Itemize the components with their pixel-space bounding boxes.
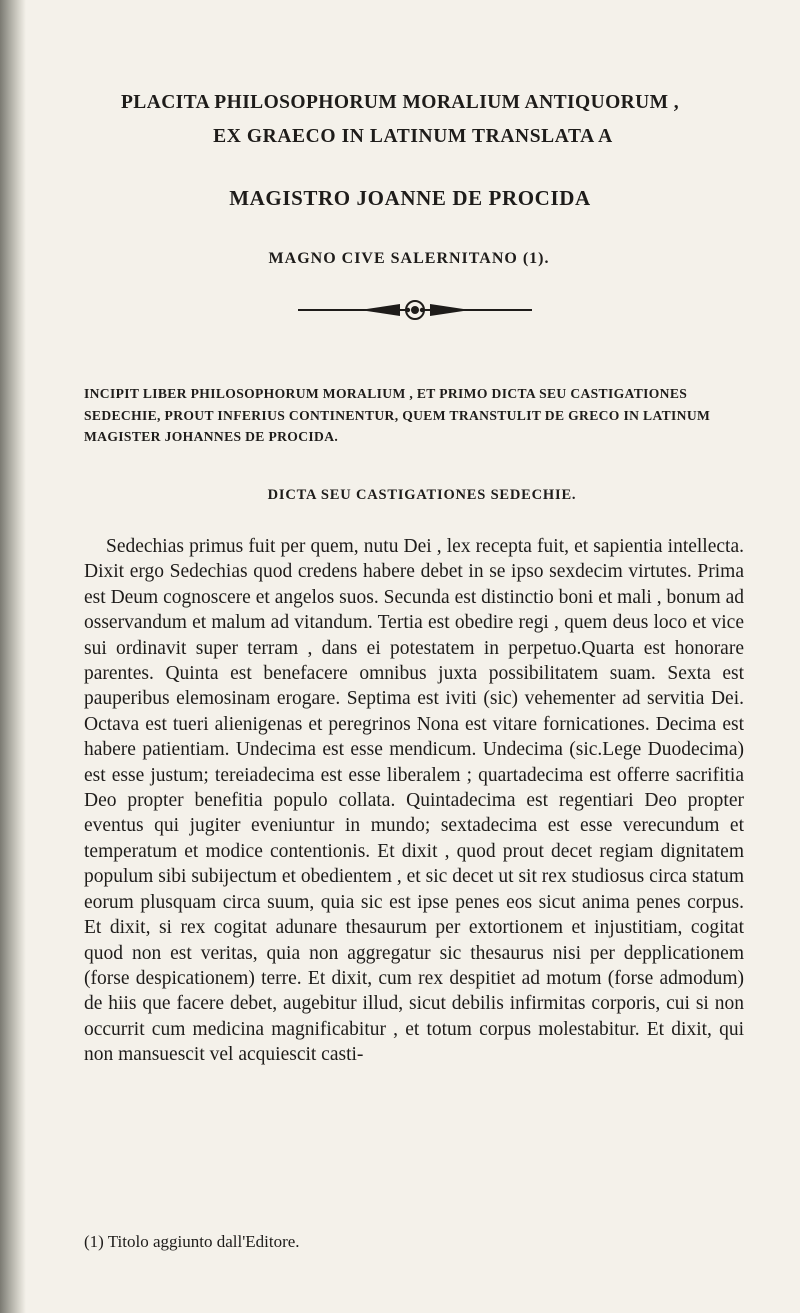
- main-title-line-4: MAGNO CIVE SALERNITANO (1).: [268, 250, 550, 267]
- footnote: (1) Titolo aggiunto dall'Editore.: [84, 1232, 300, 1251]
- incipit-heading: INCIPIT LIBER PHILOSOPHORUM MORALIUM , ET PRIMO DICTA SEU CASTIGATIONES SEDECHIE, PROUT INFERIUS CONTINENTUR, QUEM TRANSTULIT DE GRECO IN LATINUM MAGISTER JOHANNES DE PROCIDA.: [84, 386, 711, 444]
- body-paragraph: Sedechias primus fuit per quem, nutu Dei , lex recepta fuit, et sapientia intellecta. Dixit ergo Sedechias quod credens habere debet in se ipso sexdecim virtutes. Prima est Deum cognoscere et angelos suos. Secunda est distinctio boni et mali , bonum ad osservandum et malum ad vitandum. Tertia est obedire regi , quem deus loco et vice sui ordinavit super terram , dans ei potestatem in perpetuo.Quarta est honorare parentes. Quinta est benefacere omnibus juxta possibilitatem suam. Sexta est pauperibus elemosinam erogare. Septima est iviti (sic) vehementer ad servitia Dei. Octava est tueri alienigenas et peregrinos Nona est vitare fornicationes. Decima est habere patientiam. Undecima est esse mendicum. Undecima (sic.Lege Duodecima) est esse justum; tereiadecima est esse liberalem ; quartadecima est offerre sacrifitia Deo propter benefitia populo collata. Quintadecima est regentiari Deo propter eventus qui jugiter eveniuntur in mundo; sextadecima est esse verecundum et temperatum et modice contentionis. Et dixit , quod prout decet regiam dignitatem populum sibi subijectum et obedientem , et sic decet ut sit rex studiosus circa statum eorum plusquam circa suum, quia sic est ipse penes eos sicut anima penes corpus. Et dixit, si rex cogitat adunare thesaurum per extortionem et injustitiam, cogitat quod non est veritas, quia non aggregatur sic thesaurus nisi per depplicationem (forse despicationem) terre. Et dixit, cum rex despitiet ad motum (forse admodum) de hiis que facere debet, augebitur illud, sicut debilis infirmitas corporis, cui si non occurrit cum medicina magnificabitur , et totum corpus molestabitur. Et dixit, qui non mansuescit vel acquiescit casti-: [84, 536, 744, 1066]
- body-text: [84, 534, 744, 1068]
- decorative-divider-ornament: [290, 298, 540, 322]
- main-title-line-2: EX GRAECO IN LATINUM TRANSLATA A: [213, 126, 613, 147]
- main-title-line-3: MAGISTRO JOANNE DE PROCIDA: [229, 186, 591, 210]
- main-title-line-1: PLACITA PHILOSOPHORUM MORALIUM ANTIQUORUM ,: [121, 92, 679, 113]
- section-subtitle: DICTA SEU CASTIGATIONES SEDECHIE.: [267, 487, 577, 503]
